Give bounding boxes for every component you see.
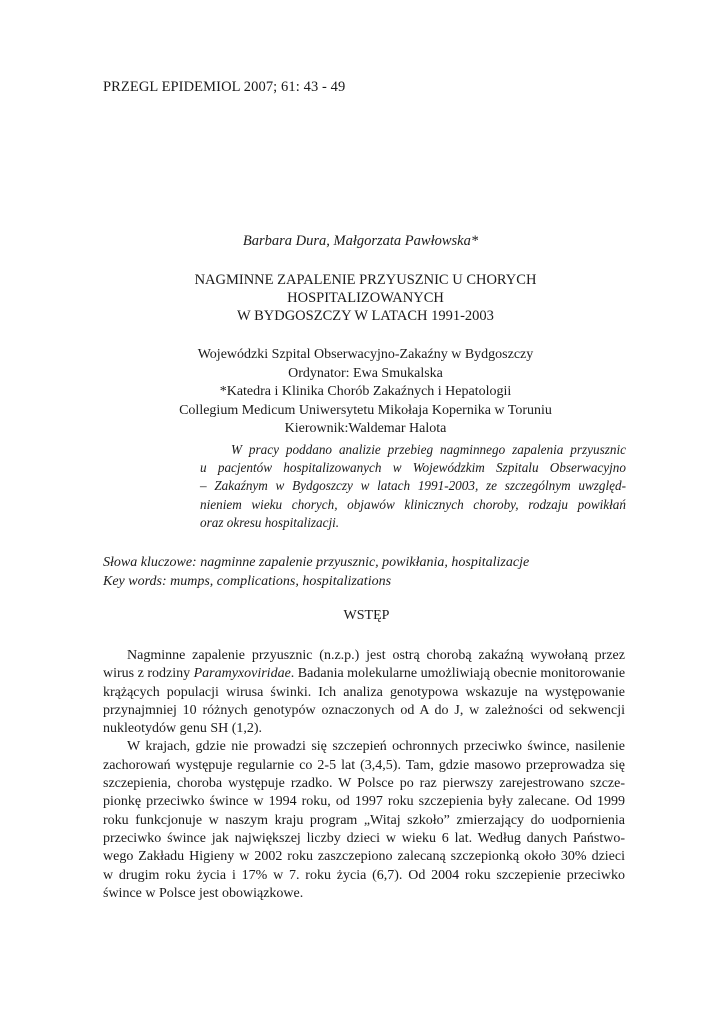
keywords-polish: Słowa kluczowe: nagminne zapalenie przyusznic, powikłania, hospitalizacje	[103, 555, 530, 570]
taxon-name: Paramyxoviridae	[193, 666, 291, 682]
paragraph-line: przeciwko śwince jak największej liczby dzieci w wieku 6 lat. Według danych Państwo-	[103, 830, 625, 846]
keywords	[103, 553, 529, 591]
abstract-line: oraz okresu hospitalizacji.	[200, 514, 340, 530]
paragraph-line: nukleotydów genu SH (1,2).	[103, 721, 263, 737]
authors: Barbara Dura, Małgorzata Pawłowska*	[242, 233, 479, 249]
paragraph-line: szczepienia, choroba występuje rzadko. W Polsce po raz pierwszy zarejestrowano szcze-	[103, 776, 625, 792]
affiliation-line: Wojewódzki Szpital Obserwacyjno-Zakaźny w Bydgoszczy	[197, 347, 534, 362]
journal-reference: PRZEGL EPIDEMIOL 2007; 61: 43 - 49	[103, 79, 346, 95]
affiliation-line: Ordynator: Ewa Smukalska	[288, 365, 443, 381]
abstract-line: nieniem wieku chorych, objawów klinicznych choroby, rodzaju powikłań	[200, 496, 626, 512]
paragraph-line: wego Zakładu Higieny w 2002 roku zaszczepiono zalecaną szczepionką około 30% dzieci	[103, 849, 625, 865]
paragraph-line: śwince w Polsce jest obowiązkowe.	[103, 885, 304, 901]
paragraph-line: zachorowań występuje regularnie co 2-5 lat (3,4,5). Tam, gdzie masowo przeprowadza się	[103, 757, 625, 773]
affiliation-line: Collegium Medicum Uniwersytetu Mikołaja Kopernika w Toruniu	[179, 402, 552, 418]
affiliation-line: Kierownik:Waldemar Halota	[284, 421, 447, 436]
paragraph-line: W krajach, gdzie nie prowadzi się szczepień ochronnych przeciwko śwince, nasilenie	[127, 739, 625, 755]
abstract-line: – Zakaźnym w Bydgoszczy w latach 1991-2003, ze szczególnym uwzględ-	[200, 478, 626, 494]
paragraph-line: krążących populacji wirusa świnki. Ich analiza genotypowa wskazuje na występowanie	[103, 684, 625, 700]
paragraph-line: w drugim roku życia i 17% w 7. roku życia (6,7). Od 2004 roku szczepienie przeciwko	[103, 867, 625, 883]
abstract-line: u pacjentów hospitalizowanych w Wojewódzkim Szpitalu Obserwacyjno	[200, 460, 626, 476]
article-title	[5, 271, 721, 325]
section-heading: WSTĘP	[343, 608, 390, 623]
title-line: W BYDGOSZCZY W LATACH 1991-2003	[237, 308, 494, 324]
abstract-line: W pracy poddano analizie przebieg nagminnego zapalenia przyusznic	[231, 442, 626, 457]
text-span: . Badania molekularne umożliwiają obecnie monitorowanie	[290, 666, 626, 682]
paragraph-line: pionkę przeciwko śwince w 1994 roku, od 1997 roku szczepienia były zalecane. Od 1999	[103, 794, 625, 810]
paragraph-line: Nagminne zapalenie przyusznic (n.z.p.) jest ostrą chorobą zakaźną wywołaną przez	[127, 648, 625, 663]
abstract	[200, 441, 626, 532]
paragraph-line	[103, 665, 625, 683]
title-line: HOSPITALIZOWANYCH	[287, 290, 444, 306]
title-line: NAGMINNE ZAPALENIE PRZYUSZNIC U CHORYCH	[194, 272, 537, 288]
affiliations	[5, 346, 721, 439]
keywords-english: Key words: mumps, complications, hospitalizations	[103, 574, 392, 589]
text-span: wirus z rodziny	[103, 666, 194, 682]
body-text	[103, 647, 625, 903]
affiliation-line: *Katedra i Klinika Chorób Zakaźnych i Hepatologii	[219, 384, 512, 399]
paragraph-line: roku funkcjonuje w naszym kraju program „Witaj szkoło” zmierzający do uodpornienia	[103, 812, 625, 828]
paragraph-line: przynajmniej 10 różnych genotypów oznaczonych od A do J, w zależności od sekwencji	[103, 702, 625, 718]
